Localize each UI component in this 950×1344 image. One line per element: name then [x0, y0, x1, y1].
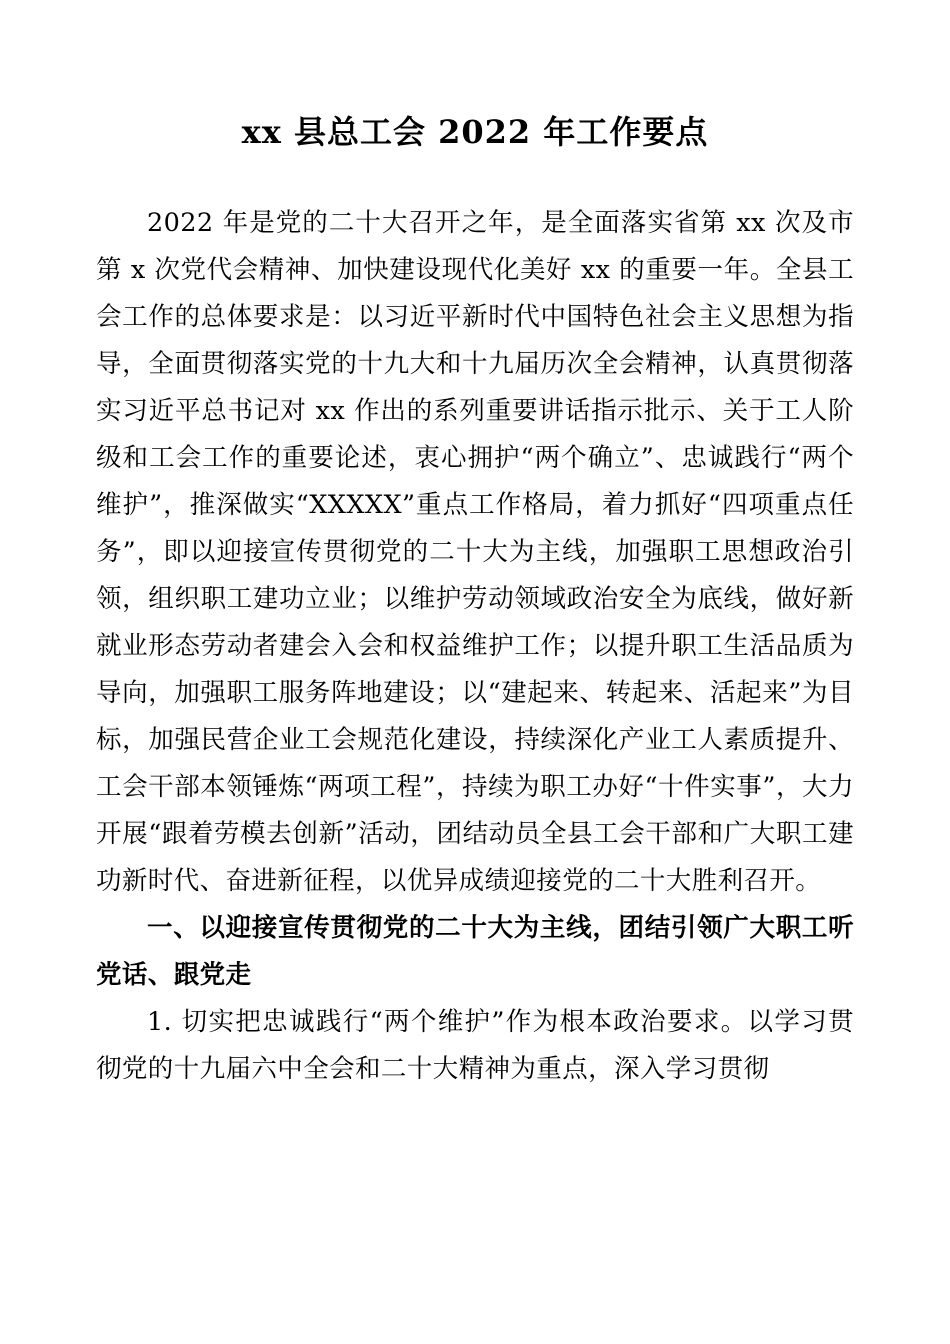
- paragraph-item-1: 1. 切实把忠诚践行“两个维护”作为根本政治要求。以学习贯彻党的十九届六中全会和二十大精神为重点，深入学习贯彻: [96, 1006, 854, 1084]
- paragraph-overview: 2022 年是党的二十大召开之年，是全面落实省第 xx 次及市第 x 次党代会精神、加快建设现代化美好 xx 的重要一年。全县工会工作的总体要求是：以习近平新时代中国特色社会主义思想为指导，全面贯彻落实党的十九大和十九届历次全会精神，认真贯彻落实习近平总书记对 xx 作出的系列重要讲话指示批示、关于工人阶级和工会工作的重要论述，衷心拥护“两个确立”、忠诚践行“两个维护”，推深做实“XXXXX”重点工作格局，着力抓好“四项重点任务”，即以迎接宣传贯彻党的二十大为主线，加强职工思想政治引领，组织职工建功立业；以维护劳动领域政治安全为底线，做好新就业形态劳动者建会入会和权益维护工作；以提升职工生活品质为导向，加强职工服务阵地建设；以“建起来、转起来、活起来”为目标，加强民营企业工会规范化建设，持续深化产业工人素质提升、工会干部本领锤炼“两项工程”，持续为职工办好“十件实事”，大力开展“跟着劳模去创新”活动，团结动员全县工会干部和广大职工建功新时代、奋进新征程，以优异成绩迎接党的二十大胜利召开。: [96, 207, 854, 896]
- page-title: xx 县总工会 2022 年工作要点: [241, 113, 709, 151]
- section-heading-1: 一、以迎接宣传贯彻党的二十大为主线，团结引领广大职工听党话、跟党走: [96, 912, 854, 990]
